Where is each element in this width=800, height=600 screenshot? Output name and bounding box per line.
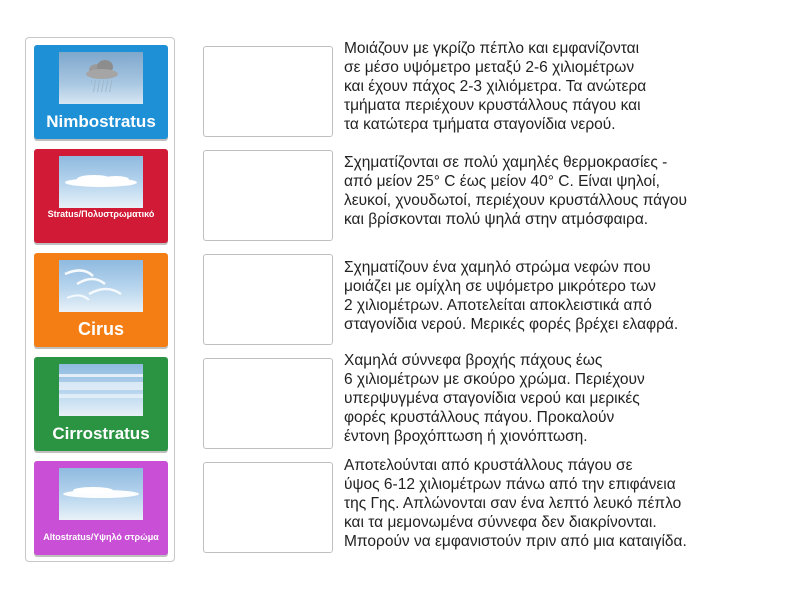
drop-zone-4[interactable]: [203, 358, 333, 449]
tile-label: Cirus: [77, 319, 124, 340]
tile-cirus[interactable]: [34, 253, 168, 347]
altostratus-cloud-icon: [59, 468, 143, 520]
cirrostratus-cloud-icon: [59, 364, 143, 416]
description-5: Αποτελούνται από κρυστάλλους πάγου σε ύψος 6-12 χιλιομέτρων πάνω από την επιφάνεια της Γης. Απλώνονται σαν ένα λεπτό λευκό πέπλο και τα μεμονωμένα σύννεφα δεν διακρίνονται. Μπορούν να εμφανιστούν πριν από μια καταιγίδα.: [344, 457, 687, 550]
tile-label: Cirrostratus: [52, 424, 150, 444]
tile-stratus[interactable]: [34, 149, 168, 243]
description-2: Σχηματίζονται σε πολύ χαμηλές θερμοκρασίες - από μείον 25° C έως μείον 40° C. Είναι ψηλοί, λευκοί, χνουδωτοί, περιέχουν κρυστάλλους πάγου και βρίσκονται πολύ ψηλά στην ατμόσφαιρα.: [344, 154, 687, 228]
cirrus-cloud-icon: [59, 260, 143, 312]
drop-zone-1[interactable]: [203, 46, 333, 137]
nimbostratus-cloud-icon: [59, 52, 143, 104]
description-4: Χαμηλά σύννεφα βροχής πάχους έως 6 χιλιομέτρων με σκούρο χρώμα. Περιέχουν υπερψυγμένα σταγονίδια νερού και μερικές φορές κρυστάλλους πάγου. Προκαλούν έντονη βροχόπτωση ή χιονόπτωση.: [344, 352, 645, 445]
stratus-cloud-icon: [59, 156, 143, 208]
description-1: Μοιάζουν με γκρίζο πέπλο και εμφανίζονται σε μέσο υψόμετρο μεταξύ 2-6 χιλιομέτρων και έχουν πάχος 2-3 χιλιόμετρα. Τα ανώτερα τμήματα περιέχουν κρυστάλλους πάγου και τα κατώτερα τμήματα σταγονίδια νερού.: [344, 40, 647, 133]
answer-tiles-panel: [25, 37, 175, 562]
tile-altostratus[interactable]: [34, 461, 168, 555]
tile-label: Stratus/Πολυστρωματικό: [47, 208, 155, 219]
tile-label: Altostratus/Υψηλό στρώμα: [43, 531, 159, 542]
tile-nimbostratus[interactable]: [34, 45, 168, 139]
description-3: Σχηματίζουν ένα χαμηλό στρώμα νεφών που μοιάζει με ομίχλη σε υψόμετρο μικρότερο των 2 χιλιομέτρων. Αποτελείται αποκλειστικά από σταγονίδια νερού. Μερικές φορές βρέχει ελαφρά.: [344, 259, 679, 333]
drop-zone-3[interactable]: [203, 254, 333, 345]
drop-zone-5[interactable]: [203, 462, 333, 553]
tile-cirrostratus[interactable]: [34, 357, 168, 451]
tile-label: Nimbostratus: [46, 112, 156, 132]
drop-zone-2[interactable]: [203, 150, 333, 241]
